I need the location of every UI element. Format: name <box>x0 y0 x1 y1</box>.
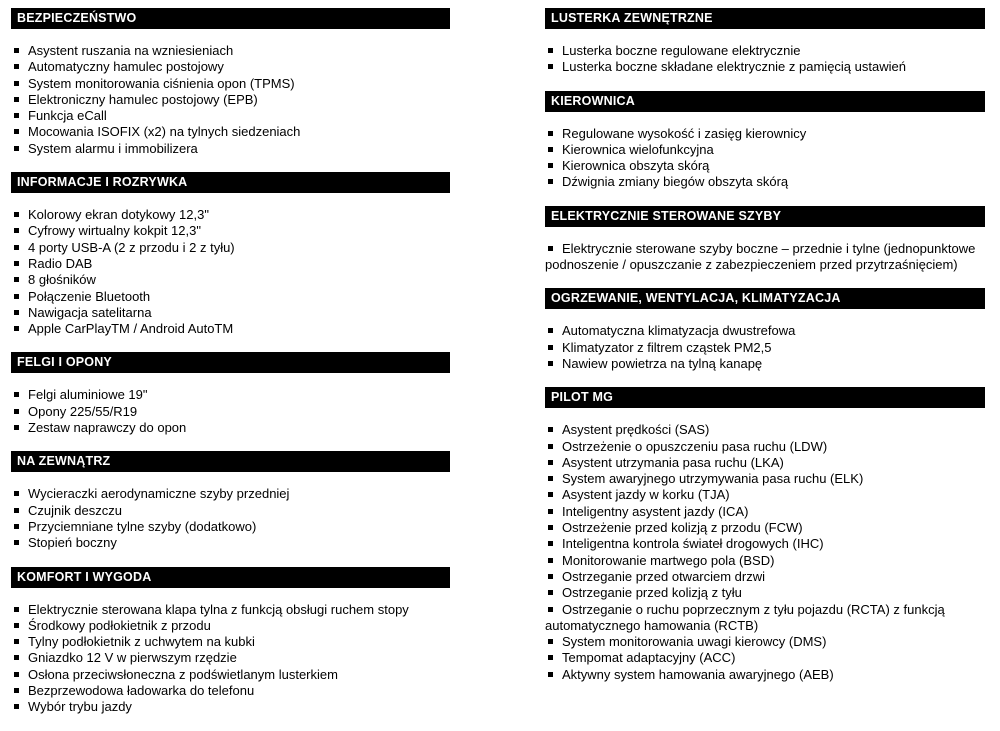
bullet-icon <box>14 228 19 233</box>
feature-text: Ostrzeżenie przed kolizją z przodu (FCW) <box>562 520 803 536</box>
feature-list <box>11 486 450 551</box>
feature-text: Radio DAB <box>28 255 93 271</box>
feature-text: System monitorowania uwagi kierowcy (DMS) <box>562 634 827 650</box>
feature-text: Asystent ruszania na wzniesieniach <box>28 43 234 58</box>
spec-section <box>545 8 985 76</box>
section-title: KIEROWNICA <box>551 93 635 108</box>
list-item <box>545 650 985 666</box>
feature-text: Stopień boczny <box>28 535 117 551</box>
bullet-icon <box>14 409 19 414</box>
feature-text: Nawiew powietrza na tylną kanapę <box>562 355 763 371</box>
section-header <box>11 451 450 472</box>
list-item <box>11 650 450 666</box>
section-header <box>545 288 985 309</box>
feature-text: System awaryjnego utrzymywania pasa ruchu (ELK) <box>562 471 864 487</box>
bullet-icon <box>548 163 553 168</box>
list-item <box>545 667 985 683</box>
section-header <box>11 172 450 193</box>
list-item <box>545 126 985 142</box>
bullet-icon <box>14 277 19 282</box>
feature-text: Tempomat adaptacyjny (ACC) <box>562 650 736 666</box>
spec-section <box>11 8 450 157</box>
bullet-icon <box>14 524 19 529</box>
spec-section <box>11 352 450 436</box>
feature-text: Kierownica wielofunkcyjna <box>562 141 714 157</box>
bullet-icon <box>548 476 553 481</box>
list-item <box>11 240 450 256</box>
bullet-icon <box>548 179 553 184</box>
list-item <box>545 340 985 356</box>
list-item <box>11 618 450 634</box>
feature-text: Automatyczna klimatyzacja dwustrefowa <box>562 323 796 339</box>
list-item <box>545 323 985 339</box>
bullet-icon <box>548 444 553 449</box>
section-title: BEZPIECZEŃSTWO <box>17 11 137 25</box>
feature-text: Czujnik deszczu <box>28 502 122 518</box>
list-item <box>545 569 985 585</box>
list-item <box>11 503 450 519</box>
bullet-icon <box>14 688 19 693</box>
list-item <box>545 585 985 601</box>
bullet-icon <box>548 639 553 644</box>
list-item <box>11 535 450 551</box>
bullet-icon <box>548 131 553 136</box>
feature-text: Inteligentna kontrola świateł drogowych (IHC) <box>562 536 824 552</box>
feature-list <box>545 323 985 372</box>
feature-text: Ostrzeganie przed otwarciem drzwi <box>562 568 766 584</box>
feature-list <box>545 43 985 76</box>
feature-text: Monitorowanie martwego pola (BSD) <box>562 552 775 568</box>
section-title: LUSTERKA ZEWNĘTRZNE <box>551 11 713 25</box>
list-item <box>11 92 450 108</box>
feature-text: Gniazdko 12 V w pierwszym rzędzie <box>28 650 237 666</box>
feature-list <box>545 422 985 683</box>
bullet-icon <box>548 655 553 660</box>
spec-section <box>11 567 450 716</box>
feature-text: Połączenie Bluetooth <box>28 288 151 304</box>
spec-section <box>545 387 985 683</box>
bullet-icon <box>14 326 19 331</box>
list-item <box>545 602 985 635</box>
bullet-icon <box>14 491 19 496</box>
list-item <box>11 59 450 75</box>
bullet-icon <box>548 492 553 497</box>
feature-text: Klimatyzator z filtrem cząstek PM2,5 <box>562 339 772 355</box>
feature-text: Regulowane wysokość i zasięg kierownicy <box>562 125 807 141</box>
list-item <box>11 76 450 92</box>
list-item <box>545 59 985 75</box>
bullet-icon <box>14 540 19 545</box>
feature-text: Asystent utrzymania pasa ruchu (LKA) <box>562 454 784 470</box>
bullet-icon <box>14 294 19 299</box>
section-title: PILOT MG <box>551 390 614 405</box>
section-title: OGRZEWANIE, WENTYLACJA, KLIMATYZACJA <box>551 291 841 306</box>
section-header <box>545 8 985 29</box>
bullet-icon <box>14 607 19 612</box>
list-item <box>11 634 450 650</box>
feature-list <box>545 126 985 191</box>
bullet-icon <box>14 97 19 102</box>
bullet-icon <box>14 261 19 266</box>
bullet-icon <box>548 427 553 432</box>
list-item <box>11 387 450 403</box>
section-header <box>545 91 985 112</box>
bullet-icon <box>14 310 19 315</box>
feature-list <box>545 241 985 274</box>
list-item <box>545 142 985 158</box>
bullet-icon <box>14 48 19 53</box>
list-item <box>11 420 450 436</box>
feature-text: Tylny podłokietnik z uchwytem na kubki <box>28 634 255 650</box>
list-item <box>545 356 985 372</box>
list-item <box>545 487 985 503</box>
bullet-icon <box>548 246 553 251</box>
feature-text: Ostrzeganie o ruchu poprzecznym z tyłu pojazdu (RCTA) z funkcją automatycznego hamowania (RCTB) <box>545 601 945 633</box>
bullet-icon <box>14 64 19 69</box>
list-item <box>545 174 985 190</box>
feature-text: Kolorowy ekran dotykowy 12,3" <box>28 207 209 223</box>
feature-list <box>11 602 450 716</box>
bullet-icon <box>548 48 553 53</box>
bullet-icon <box>548 607 553 612</box>
section-title: INFORMACJE I ROZRYWKA <box>17 175 188 190</box>
bullet-icon <box>14 704 19 709</box>
feature-list <box>11 387 450 436</box>
feature-text: Bezprzewodowa ładowarka do telefonu <box>28 683 255 699</box>
feature-text: Mocowania ISOFIX (x2) na tylnych siedzeniach <box>28 124 301 140</box>
feature-text: Osłona przeciwsłoneczna z podświetlanym lusterkiem <box>28 666 338 682</box>
feature-text: Zestaw naprawczy do opon <box>28 420 187 436</box>
bullet-icon <box>548 328 553 333</box>
list-item <box>11 404 450 420</box>
spec-section <box>11 451 450 551</box>
list-item <box>11 667 450 683</box>
list-item <box>11 108 450 124</box>
feature-text: Cyfrowy wirtualny kokpit 12,3" <box>28 223 201 239</box>
section-header <box>11 567 450 588</box>
bullet-icon <box>548 574 553 579</box>
feature-list <box>11 207 450 337</box>
list-item <box>11 699 450 715</box>
list-item <box>545 504 985 520</box>
bullet-icon <box>14 425 19 430</box>
bullet-icon <box>548 590 553 595</box>
feature-text: Elektrycznie sterowana klapa tylna z funkcją obsługi ruchem stopy <box>28 601 409 617</box>
bullet-icon <box>548 525 553 530</box>
feature-text: Opony 225/55/R19 <box>28 403 138 419</box>
feature-text: Lusterka boczne składane elektrycznie z pamięcią ustawień <box>562 59 906 75</box>
spec-section <box>545 206 985 274</box>
list-item <box>11 272 450 288</box>
feature-list <box>11 43 450 157</box>
list-item <box>11 683 450 699</box>
spec-column-right <box>545 8 985 698</box>
list-item <box>545 158 985 174</box>
list-item <box>11 141 450 157</box>
section-header <box>11 352 450 373</box>
bullet-icon <box>548 361 553 366</box>
feature-text: System alarmu i immobilizera <box>28 140 198 156</box>
bullet-icon <box>548 345 553 350</box>
list-item <box>545 43 985 59</box>
list-item <box>11 43 450 59</box>
list-item <box>11 289 450 305</box>
feature-text: System monitorowania ciśnienia opon (TPMS) <box>28 75 295 91</box>
list-item <box>11 223 450 239</box>
spec-column-left <box>11 8 450 731</box>
list-item <box>11 305 450 321</box>
bullet-icon <box>548 460 553 465</box>
bullet-icon <box>14 392 19 397</box>
bullet-icon <box>548 509 553 514</box>
spec-section <box>545 91 985 191</box>
list-item <box>545 634 985 650</box>
feature-text: Kierownica obszyta skórą <box>562 158 710 174</box>
list-item <box>11 207 450 223</box>
section-title: NA ZEWNĄTRZ <box>17 454 111 469</box>
bullet-icon <box>14 212 19 217</box>
list-item <box>545 241 985 274</box>
section-title: FELGI I OPONY <box>17 355 112 370</box>
bullet-icon <box>14 508 19 513</box>
bullet-icon <box>14 129 19 134</box>
list-item <box>545 439 985 455</box>
feature-text: Apple CarPlayTM / Android AutoTM <box>28 321 234 337</box>
list-item <box>11 519 450 535</box>
feature-text: Elektrycznie sterowane szyby boczne – przednie i tylne (jednopunktowe podnoszenie / opuszczanie z zabezpieczeniem przed przytrzaśnięciem) <box>545 240 976 273</box>
feature-text: Środkowy podłokietnik z przodu <box>28 617 211 633</box>
feature-text: Nawigacja satelitarna <box>28 304 152 320</box>
feature-text: Wybór trybu jazdy <box>28 699 132 715</box>
bullet-icon <box>14 639 19 644</box>
section-header <box>545 387 985 408</box>
list-item <box>11 321 450 337</box>
list-item <box>545 455 985 471</box>
feature-text: Wycieraczki aerodynamiczne szyby przedniej <box>28 486 290 502</box>
bullet-icon <box>14 245 19 250</box>
feature-text: Ostrzeganie przed kolizją z tyłu <box>562 585 742 601</box>
feature-text: Inteligentny asystent jazdy (ICA) <box>562 503 749 519</box>
bullet-icon <box>14 672 19 677</box>
list-item <box>11 486 450 502</box>
feature-text: Aktywny system hamowania awaryjnego (AEB) <box>562 666 834 682</box>
bullet-icon <box>14 146 19 151</box>
feature-text: Funkcja eCall <box>28 108 107 124</box>
bullet-icon <box>548 147 553 152</box>
list-item <box>545 471 985 487</box>
list-item <box>545 520 985 536</box>
feature-text: Asystent prędkości (SAS) <box>562 422 710 438</box>
feature-text: Lusterka boczne regulowane elektrycznie <box>562 43 801 58</box>
spec-section <box>545 288 985 372</box>
spec-section <box>11 172 450 337</box>
feature-text: Automatyczny hamulec postojowy <box>28 59 224 75</box>
feature-text: Asystent jazdy w korku (TJA) <box>562 487 730 503</box>
feature-text: Dźwignia zmiany biegów obszyta skórą <box>562 174 789 190</box>
list-item <box>11 256 450 272</box>
list-item <box>545 536 985 552</box>
list-item <box>11 602 450 618</box>
feature-text: Felgi aluminiowe 19" <box>28 387 148 403</box>
section-header <box>11 8 450 29</box>
section-header <box>545 206 985 227</box>
bullet-icon <box>14 113 19 118</box>
bullet-icon <box>14 655 19 660</box>
feature-text: Elektroniczny hamulec postojowy (EPB) <box>28 91 258 107</box>
feature-text: 8 głośników <box>28 272 96 288</box>
bullet-icon <box>548 64 553 69</box>
feature-text: Ostrzeżenie o opuszczeniu pasa ruchu (LDW) <box>562 438 828 454</box>
bullet-icon <box>14 623 19 628</box>
bullet-icon <box>548 541 553 546</box>
list-item <box>11 124 450 140</box>
feature-text: 4 porty USB-A (2 z przodu i 2 z tyłu) <box>28 239 235 255</box>
feature-text: Przyciemniane tylne szyby (dodatkowo) <box>28 518 257 534</box>
bullet-icon <box>548 672 553 677</box>
bullet-icon <box>548 558 553 563</box>
list-item <box>545 422 985 438</box>
section-title: KOMFORT I WYGODA <box>17 569 152 584</box>
section-title: ELEKTRYCZNIE STEROWANE SZYBY <box>551 208 782 223</box>
bullet-icon <box>14 81 19 86</box>
list-item <box>545 553 985 569</box>
